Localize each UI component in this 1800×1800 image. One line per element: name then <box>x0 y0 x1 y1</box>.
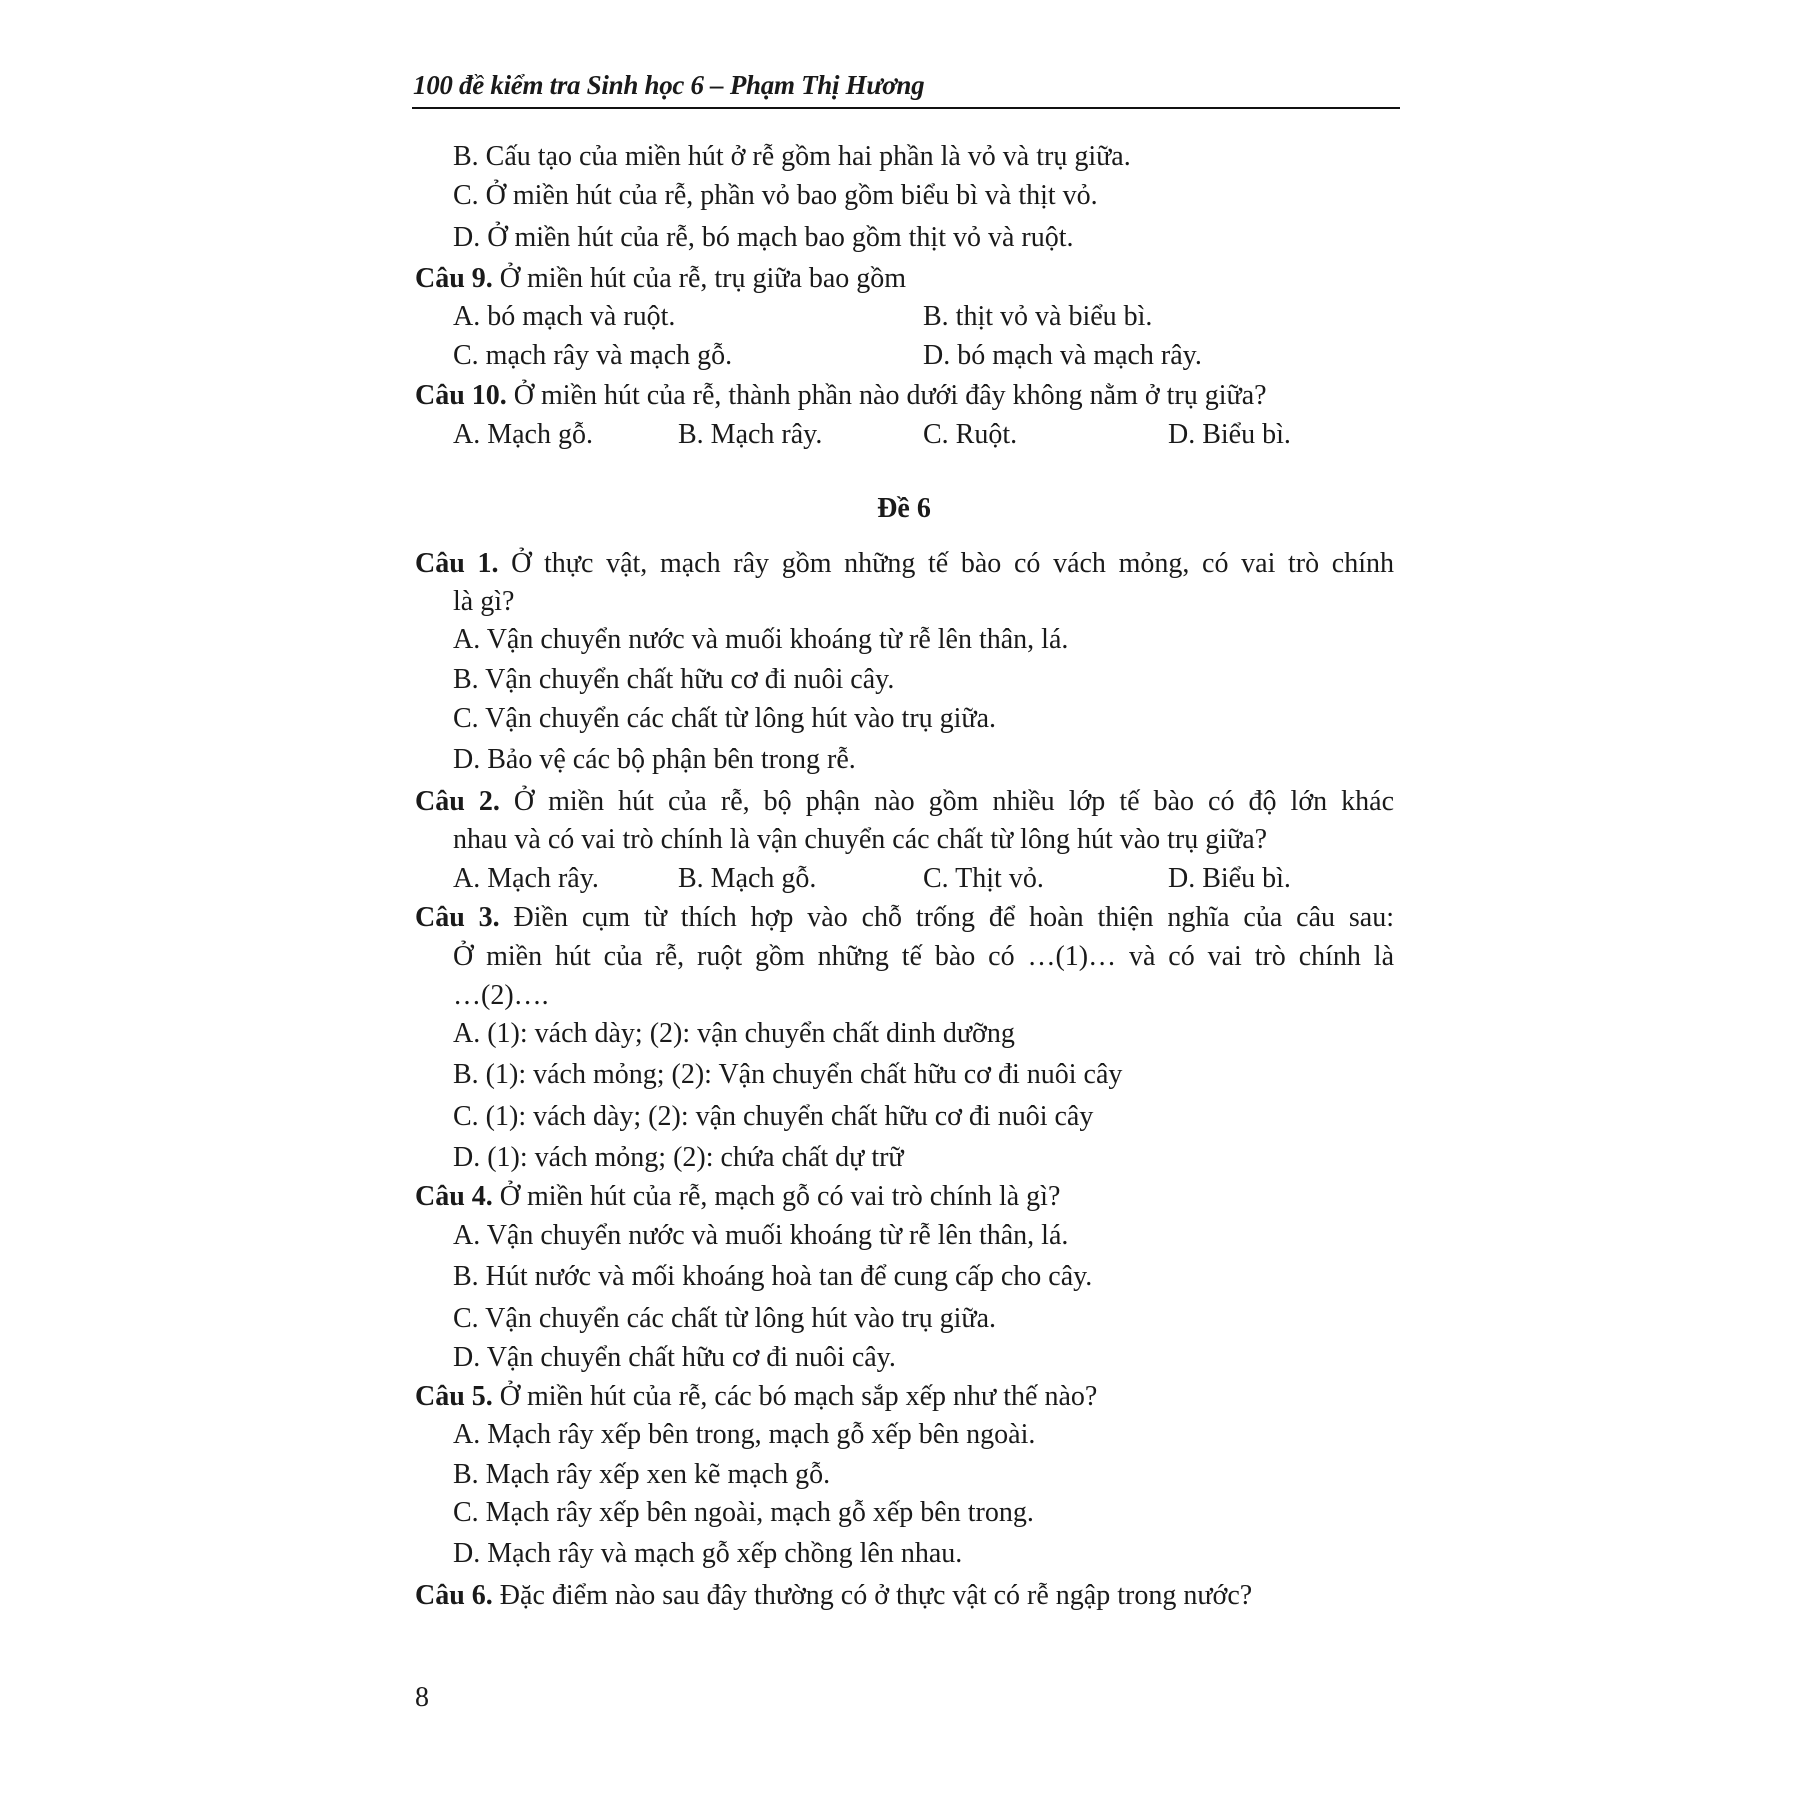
option: A. Mạch gỗ. <box>453 419 593 450</box>
question-4 <box>415 1177 1060 1216</box>
option: A. Vận chuyển nước và muối khoáng từ rễ lên thân, lá. <box>453 1220 1069 1251</box>
question-label: Câu 6. <box>415 1580 493 1611</box>
question-2 <box>415 782 1394 821</box>
question-text-cont: nhau và có vai trò chính là vận chuyển các chất từ lông hút vào trụ giữa? <box>453 824 1268 855</box>
question-text-cont: là gì? <box>453 586 515 617</box>
option: B. Mạch rây. <box>678 419 823 450</box>
option: D. Bảo vệ các bộ phận bên trong rễ. <box>453 744 856 775</box>
option: C. Thịt vỏ. <box>923 863 1044 894</box>
option: A. Mạch rây xếp bên trong, mạch gỗ xếp bên ngoài. <box>453 1419 1036 1450</box>
question-text: Ở thực vật, mạch rây gồm những tế bào có vách mỏng, có vai trò chính <box>511 548 1394 579</box>
option: C. Vận chuyển các chất từ lông hút vào trụ giữa. <box>453 1303 997 1334</box>
option: D. Biểu bì. <box>1168 863 1291 894</box>
option: A. (1): vách dày; (2): vận chuyển chất dinh dưỡng <box>453 1018 1015 1049</box>
question-3 <box>415 898 1394 937</box>
question-text: Ở miền hút của rễ, thành phần nào dưới đây không nằm ở trụ giữa? <box>513 380 1267 411</box>
option: D. Mạch rây và mạch gỗ xếp chồng lên nhau. <box>453 1538 963 1569</box>
option: B. thịt vỏ và biểu bì. <box>923 301 1153 332</box>
option: C. Ở miền hút của rễ, phần vỏ bao gồm biểu bì và thịt vỏ. <box>453 180 1098 211</box>
option: B. Mạch gỗ. <box>678 863 817 894</box>
question-label: Câu 9. <box>415 263 493 294</box>
question-text: Ở miền hút của rễ, mạch gỗ có vai trò chính là gì? <box>499 1181 1061 1212</box>
option: B. Cấu tạo của miền hút ở rễ gồm hai phần là vỏ và trụ giữa. <box>453 141 1131 172</box>
header-rule <box>412 107 1400 109</box>
option: C. mạch rây và mạch gỗ. <box>453 340 733 371</box>
option: D. Vận chuyển chất hữu cơ đi nuôi cây. <box>453 1342 896 1373</box>
question-label: Câu 2. <box>415 786 500 817</box>
option: A. bó mạch và ruột. <box>453 301 676 332</box>
question-9 <box>415 259 906 298</box>
question-label: Câu 10. <box>415 380 507 411</box>
option: D. Ở miền hút của rễ, bó mạch bao gồm thịt vỏ và ruột. <box>453 222 1074 253</box>
question-text-cont: Ở miền hút của rễ, ruột gồm những tế bào có …(1)… và có vai trò chính là <box>453 941 1394 972</box>
question-5 <box>415 1377 1097 1416</box>
question-label: Câu 4. <box>415 1181 493 1212</box>
question-text: Điền cụm từ thích hợp vào chỗ trống để hoàn thiện nghĩa của câu sau: <box>513 902 1394 933</box>
question-text: Đặc điểm nào sau đây thường có ở thực vật có rễ ngập trong nước? <box>499 1580 1253 1611</box>
option: B. (1): vách mỏng; (2): Vận chuyển chất hữu cơ đi nuôi cây <box>453 1059 1123 1090</box>
option: B. Hút nước và mối khoáng hoà tan để cung cấp cho cây. <box>453 1261 1093 1292</box>
option: C. Ruột. <box>923 419 1018 450</box>
option: D. bó mạch và mạch rây. <box>923 340 1202 371</box>
option: C. Mạch rây xếp bên ngoài, mạch gỗ xếp bên trong. <box>453 1497 1034 1528</box>
option: D. (1): vách mỏng; (2): chứa chất dự trữ <box>453 1142 904 1173</box>
question-label: Câu 5. <box>415 1381 493 1412</box>
question-6 <box>415 1576 1252 1615</box>
running-header: 100 đề kiểm tra Sinh học 6 – Phạm Thị Hương <box>413 70 925 100</box>
option: A. Vận chuyển nước và muối khoáng từ rễ lên thân, lá. <box>453 624 1069 655</box>
option: B. Vận chuyển chất hữu cơ đi nuôi cây. <box>453 664 895 695</box>
question-text: Ở miền hút của rễ, các bó mạch sắp xếp như thế nào? <box>499 1381 1098 1412</box>
question-10 <box>415 376 1267 415</box>
question-1 <box>415 544 1394 583</box>
question-text-cont: …(2)…. <box>453 980 549 1011</box>
page-number: 8 <box>415 1682 429 1713</box>
option: C. (1): vách dày; (2): vận chuyển chất hữu cơ đi nuôi cây <box>453 1101 1094 1132</box>
option: C. Vận chuyển các chất từ lông hút vào trụ giữa. <box>453 703 997 734</box>
option: A. Mạch rây. <box>453 863 599 894</box>
question-label: Câu 1. <box>415 548 499 579</box>
question-label: Câu 3. <box>415 902 500 933</box>
question-text: Ở miền hút của rễ, trụ giữa bao gồm <box>499 263 907 294</box>
option: B. Mạch rây xếp xen kẽ mạch gỗ. <box>453 1459 831 1490</box>
option: D. Biểu bì. <box>1168 419 1291 450</box>
question-text: Ở miền hút của rễ, bộ phận nào gồm nhiều lớp tế bào có độ lớn khác <box>513 786 1395 817</box>
section-title: Đề 6 <box>877 493 931 524</box>
